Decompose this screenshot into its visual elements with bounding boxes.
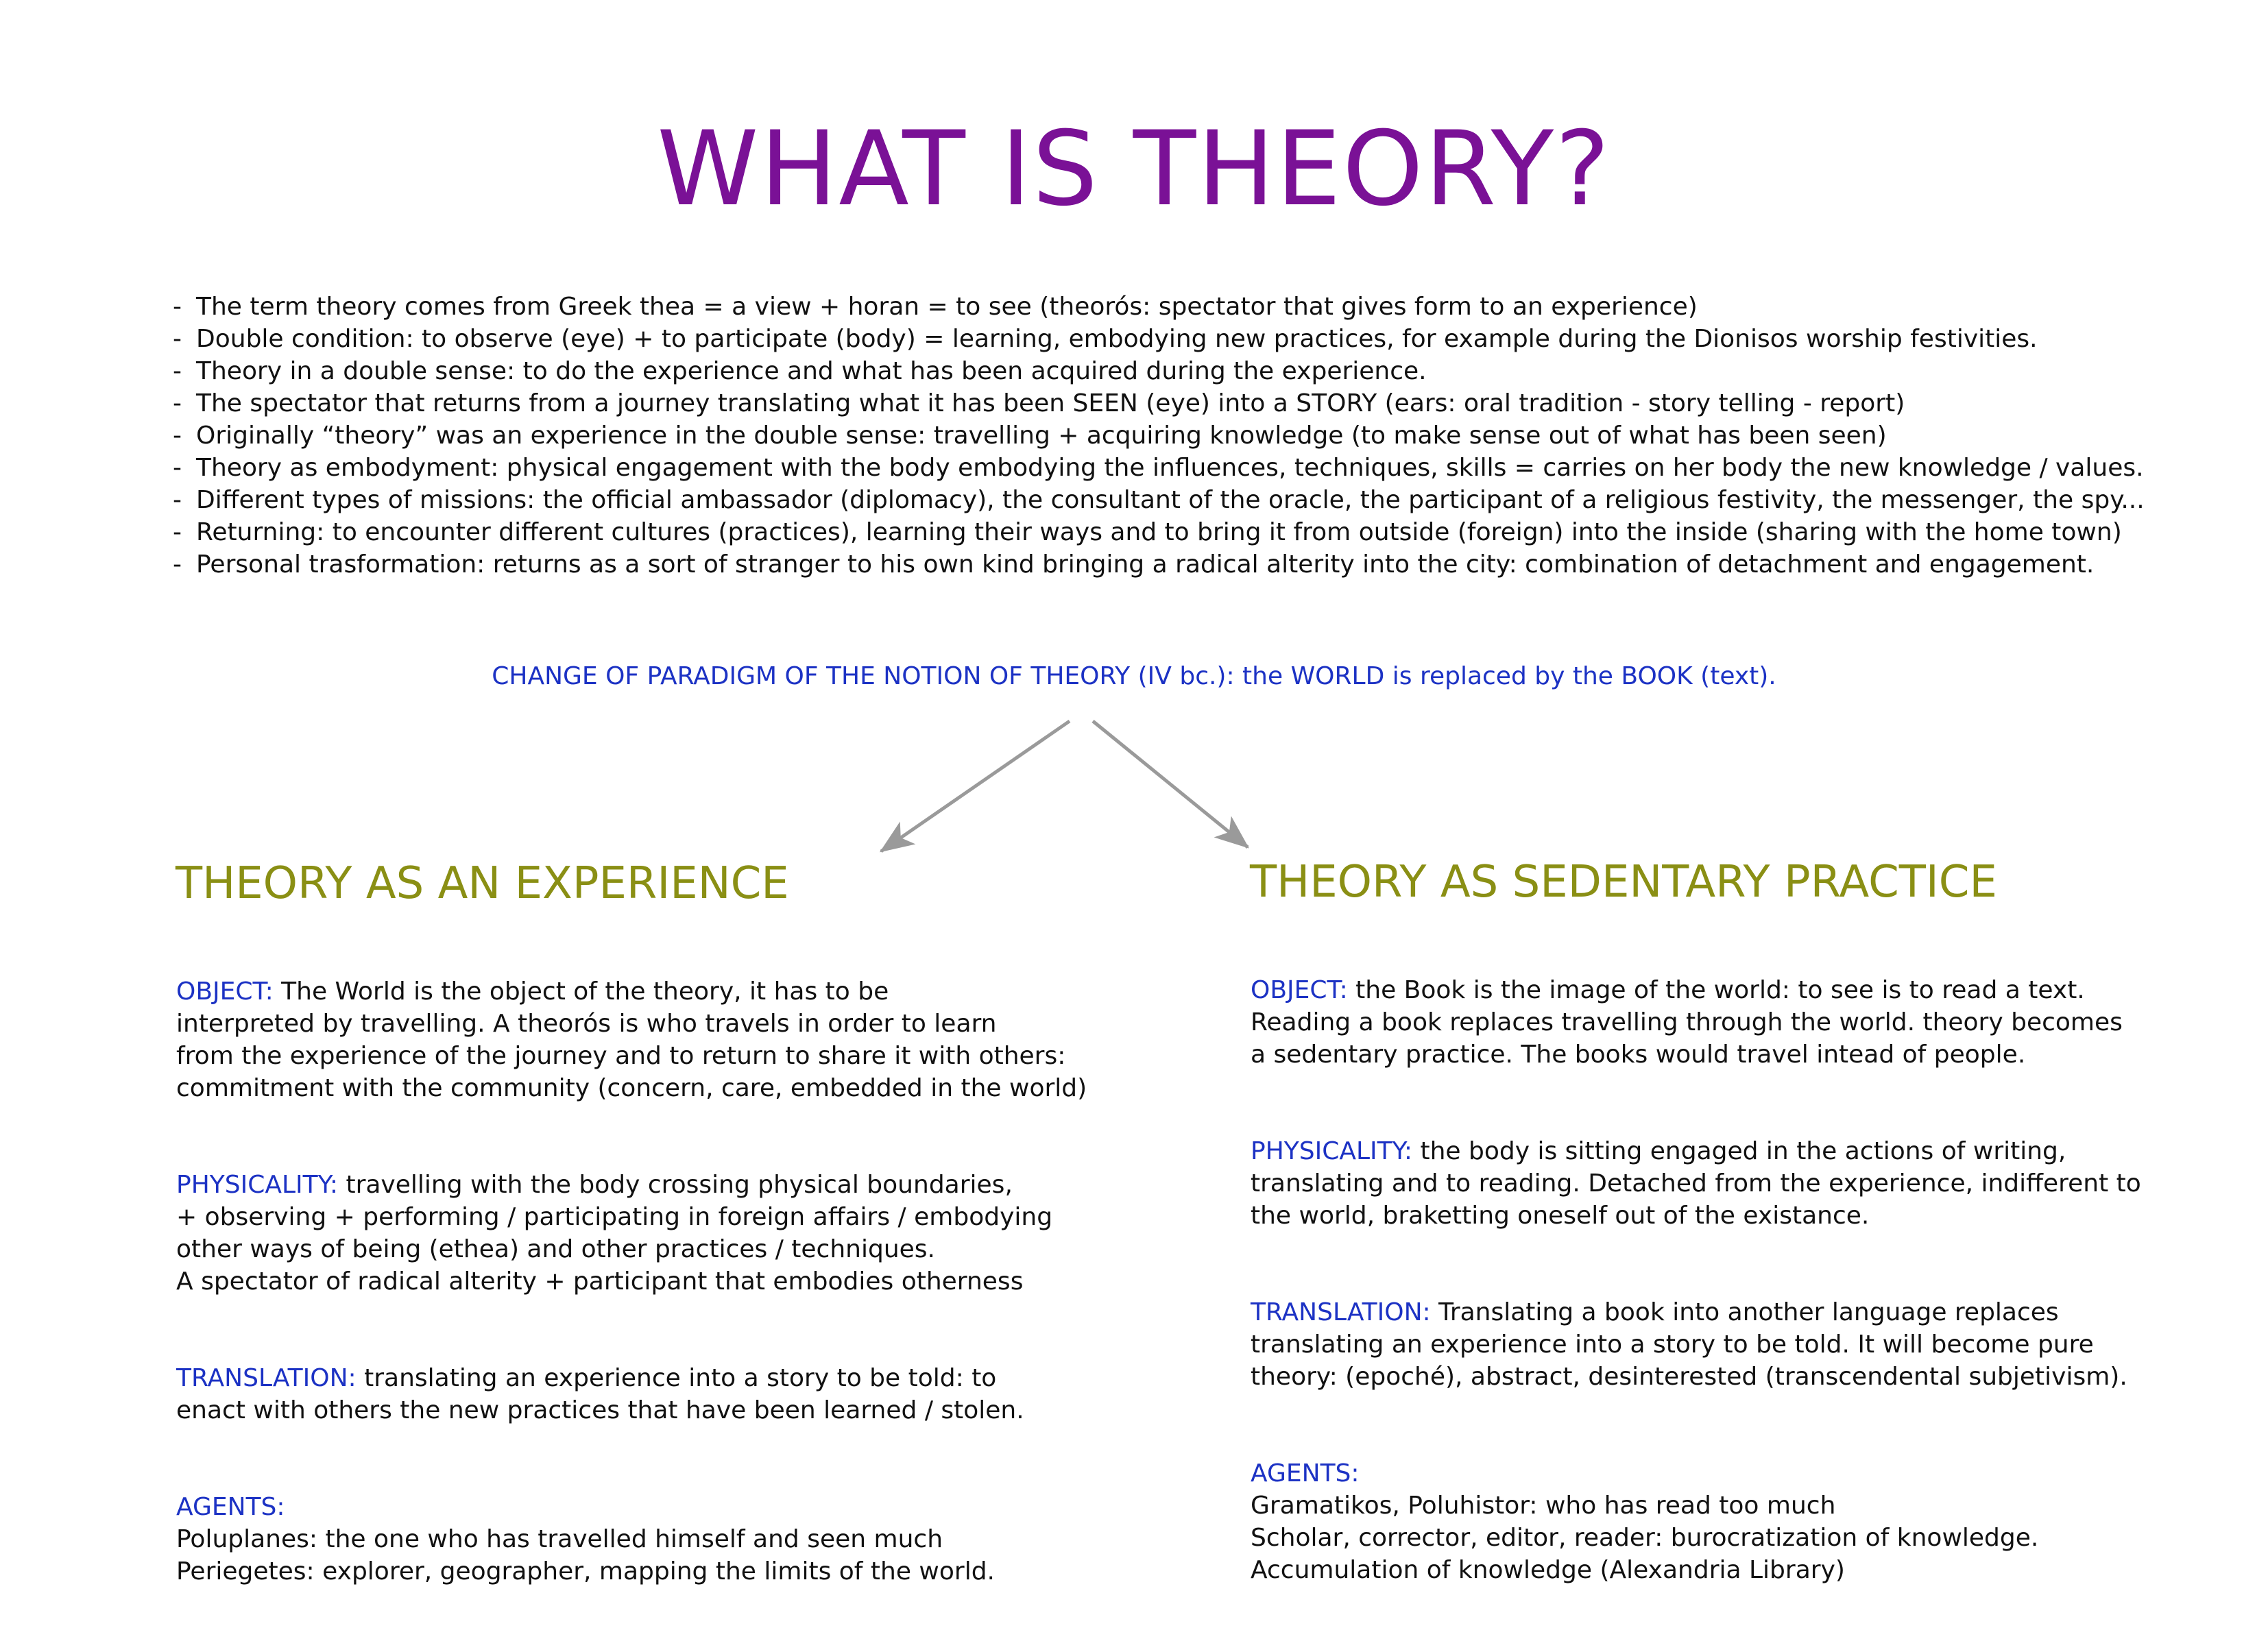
- list-item: - Originally “theory” was an experience in the double sense: travelling + acquiring knowledge (to make sense out of what has been seen): [173, 420, 2216, 452]
- list-item: - Theory as embodyment: physical engagement with the body embodying the influences, techniques, skills = carries on her body the new knowledge / values.: [173, 452, 2216, 484]
- agents-label: AGENTS:: [176, 1493, 285, 1521]
- object-text: the Book is the image of the world: to see is to read a text. Reading a book replaces travelling through the world. theory becomes a sedentary practice. The books would travel intead of people.: [1251, 976, 2123, 1069]
- physicality-label: PHYSICALITY:: [176, 1171, 339, 1199]
- physicality-section: [1251, 1135, 2224, 1232]
- dash-icon: -: [173, 518, 182, 546]
- list-item: - Different types of missions: the official ambassador (diplomacy), the consultant of the oracle, the participant of a religious festivity, the messenger, the spy...: [173, 484, 2216, 516]
- dash-icon: -: [173, 550, 182, 579]
- paradigm-statement: CHANGE OF PARADIGM OF THE NOTION OF THEORY (IV bc.): the WORLD is replaced by the BOOK (text).: [492, 662, 1776, 690]
- object-text: The World is the object of the theory, it has to be interpreted by travelling. A theorós is who travels in order to learn from the experience of the journey and to return to share it with others: commitment with the community (concern, care, embedded in the world): [176, 977, 1087, 1102]
- physicality-text: the body is sitting engaged in the actions of writing, translating and to reading. Detached from the experience, indifferent to the world, braketting oneself out of the existance.: [1251, 1137, 2141, 1230]
- agents-section: [1251, 1457, 2224, 1586]
- list-item: - Returning: to encounter different cultures (practices), learning their ways and to bring it from outside (foreign) into the inside (sharing with the home town): [173, 516, 2216, 548]
- translation-section: [1251, 1296, 2224, 1393]
- dash-icon: -: [173, 486, 182, 514]
- object-section: [1251, 974, 2224, 1071]
- agents-text: Poluplanes: the one who has travelled himself and seen much Periegetes: explorer, geographer, mapping the limits of the world.: [176, 1525, 995, 1586]
- dash-icon: -: [173, 454, 182, 482]
- left-heading: THEORY AS AN EXPERIENCE: [176, 858, 789, 909]
- translation-label: TRANSLATION:: [176, 1364, 357, 1392]
- arrow-left-icon: [881, 721, 1070, 851]
- object-label: OBJECT:: [1251, 976, 1348, 1004]
- physicality-text: travelling with the body crossing physical boundaries, + observing + performing / participating in foreign affairs / embodying other ways of being (ethea) and other practices / techniques. A spectator of radical alterity + participant that embodies otherness: [176, 1171, 1053, 1296]
- agents-label: AGENTS:: [1251, 1459, 1360, 1487]
- object-section: [176, 975, 1136, 1104]
- page-title: WHAT IS THEORY?: [657, 110, 1611, 229]
- dash-icon: -: [173, 325, 182, 353]
- right-heading: THEORY AS SEDENTARY PRACTICE: [1250, 857, 1997, 908]
- arrow-right-icon: [1093, 721, 1248, 847]
- agents-section: [176, 1491, 1136, 1588]
- physicality-label: PHYSICALITY:: [1251, 1137, 1413, 1165]
- list-item: - The spectator that returns from a journey translating what it has been SEEN (eye) into a STORY (ears: oral tradition - story telling - report): [173, 387, 2216, 420]
- dash-icon: -: [173, 293, 182, 321]
- translation-text: translating an experience into a story to be told: to enact with others the new practices that have been learned / stolen.: [176, 1364, 1024, 1424]
- translation-section: [176, 1362, 1136, 1426]
- left-column: [176, 943, 1136, 1652]
- translation-label: TRANSLATION:: [1251, 1298, 1431, 1326]
- dash-icon: -: [173, 357, 182, 385]
- translation-text: Translating a book into another language replaces translating an experience into a story to be told. It will become pure theory: (epoché), abstract, desinterested (transcendental subjetivism).: [1251, 1298, 2127, 1391]
- physicality-section: [176, 1169, 1136, 1298]
- dash-icon: -: [173, 422, 182, 450]
- object-label: OBJECT:: [176, 977, 274, 1006]
- right-column: [1251, 942, 2224, 1651]
- list-item: - Personal trasformation: returns as a sort of stranger to his own kind bringing a radical alterity into the city: combination of detachment and engagement.: [173, 548, 2216, 581]
- list-item: - The term theory comes from Greek thea = a view + horan = to see (theorós: spectator that gives form to an experience): [173, 291, 2216, 323]
- list-item: - Double condition: to observe (eye) + to participate (body) = learning, embodying new practices, for example during the Dionisos worship festivities.: [173, 323, 2216, 355]
- list-item: - Theory in a double sense: to do the experience and what has been acquired during the experience.: [173, 355, 2216, 387]
- dash-icon: -: [173, 389, 182, 417]
- agents-text: Gramatikos, Poluhistor: who has read too much Scholar, corrector, editor, reader: burocratization of knowledge. Accumulation of knowledge (Alexandria Library): [1251, 1492, 2039, 1584]
